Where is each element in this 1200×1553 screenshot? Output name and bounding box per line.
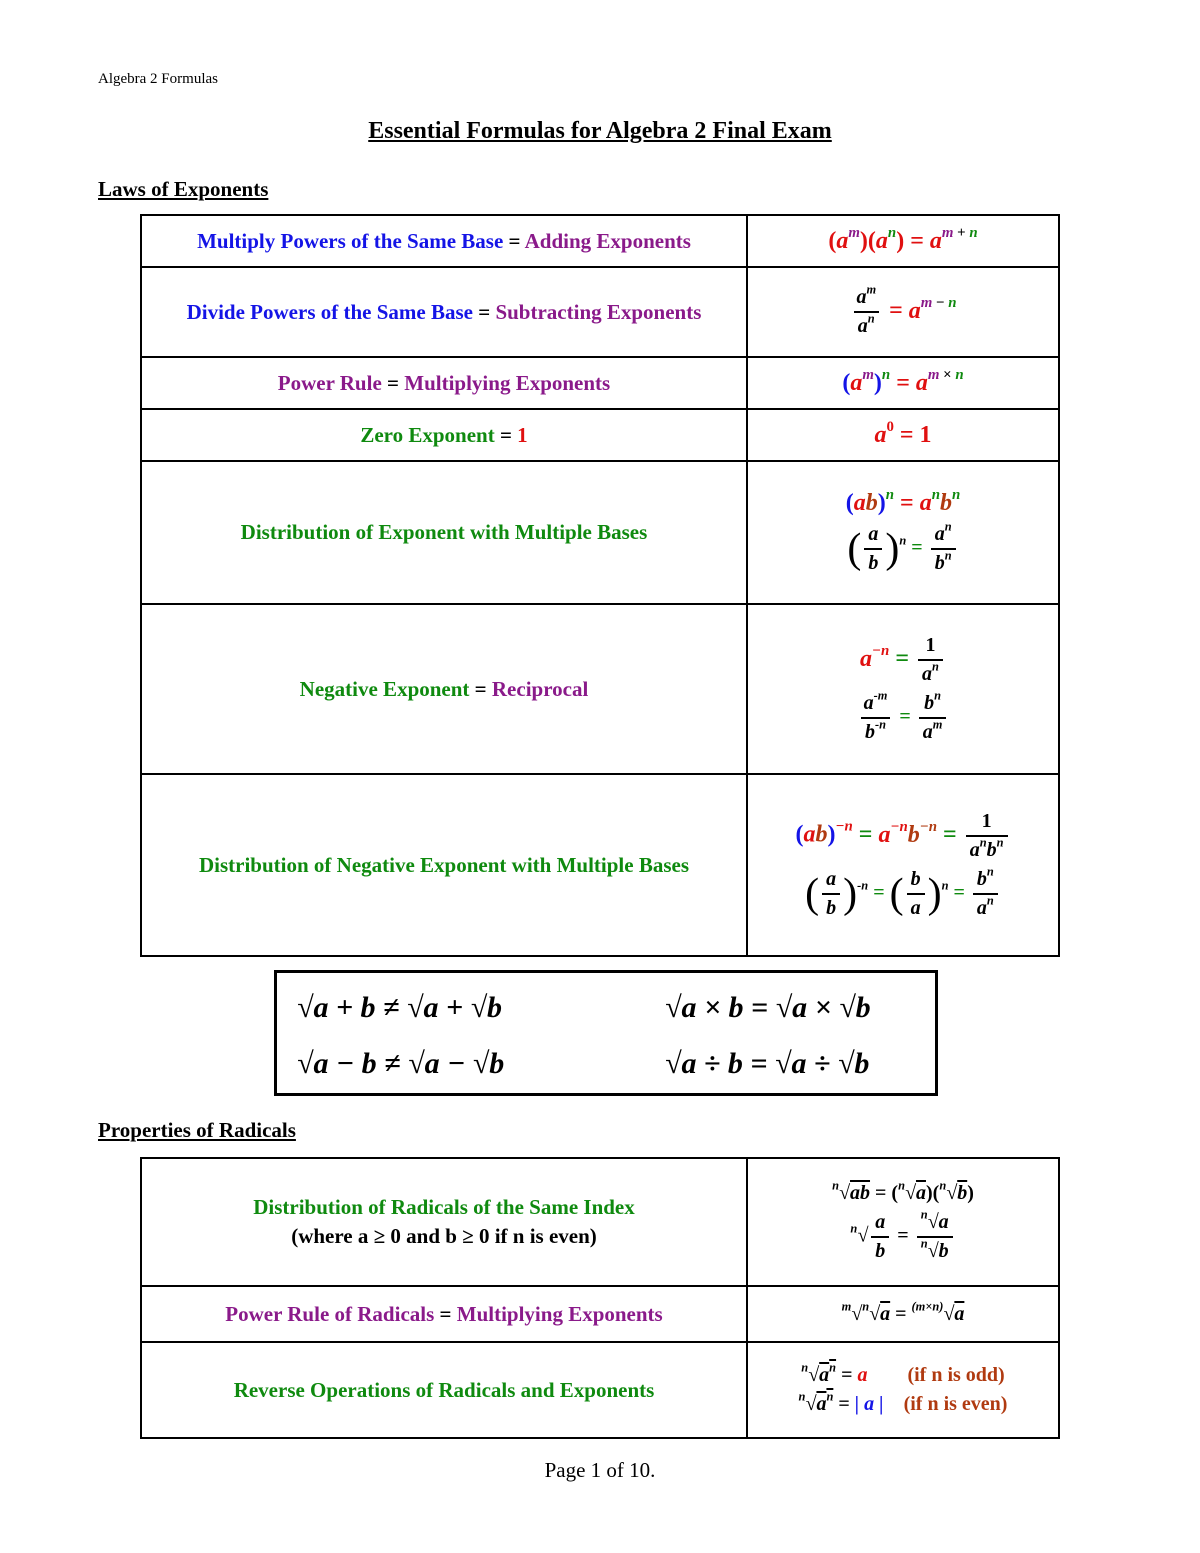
rule-equals: = xyxy=(474,676,487,701)
radical-row-power xyxy=(141,1286,1059,1342)
rule-meaning: 1 xyxy=(517,422,528,447)
rule-desc xyxy=(141,1158,747,1286)
rule-name: Distribution of Radicals of the Same Index xyxy=(253,1195,635,1219)
rule-row-zero xyxy=(141,409,1059,461)
rule-equals: = xyxy=(387,370,399,395)
rule-desc xyxy=(141,409,747,461)
radical-rule-product: √a × b = √a × √b xyxy=(665,991,871,1024)
rule-name: Divide Powers of the Same Base xyxy=(186,299,473,324)
document-title: Essential Formulas for Algebra 2 Final Exam xyxy=(368,118,832,144)
rule-equals: = xyxy=(478,299,491,324)
radical-row-reverse xyxy=(141,1342,1059,1438)
section-title-exponents: Laws of Exponents xyxy=(98,177,269,201)
rule-formula: $a^{-n}$ = $\frac{1}{a^n}$ $\frac{a^{-m}}{b^{-n}}$ = $\frac{b^n}{a^m}$ xyxy=(747,604,1059,774)
rule-meaning: Multiplying Exponents xyxy=(456,1301,663,1326)
rule-formula: $^n√a^n = a$ (if n is odd) $^n√a^n$ = | a | (if n is even) xyxy=(747,1342,1059,1438)
rule-meaning: Multiplying Exponents xyxy=(404,370,611,395)
rule-name: Distribution of Negative Exponent with Multiple Bases xyxy=(198,852,689,877)
radical-rules-box xyxy=(274,970,938,1096)
page-number: Page 1 of 10. xyxy=(544,1458,656,1482)
rule-row-distribution xyxy=(141,461,1059,604)
rule-meaning: Reciprocal xyxy=(491,676,589,701)
rule-row-power xyxy=(141,357,1059,409)
rule-desc xyxy=(141,604,747,774)
rule-formula: $^n$√ab = ($^n$√a)($^n$√b) $^n$√ $\frac{a}{b}$ = $\frac{^n√a}{^n√b}$ xyxy=(747,1158,1059,1286)
rule-desc xyxy=(141,215,747,267)
rule-desc xyxy=(141,774,747,956)
rule-meaning: Subtracting Exponents xyxy=(495,299,702,324)
rule-name: Multiply Powers of the Same Base xyxy=(197,228,504,253)
rule-meaning: Adding Exponents xyxy=(524,228,691,253)
odd-condition: (if n is odd) xyxy=(907,1364,1005,1386)
radical-rule-difference: √a − b ≠ √a − √b xyxy=(297,1047,505,1080)
rule-name: Reverse Operations of Radicals and Exponents xyxy=(233,1377,655,1402)
rule-formula: $^m$√$^n$√a = $^{(m\times n)}$√a xyxy=(747,1286,1059,1342)
rule-formula: $\frac{a^m}{a^n}$ = $a^{m - n}$ xyxy=(747,267,1059,357)
rule-name: Distribution of Exponent with Multiple Bases xyxy=(240,520,648,544)
rule-desc xyxy=(141,461,747,604)
rule-formula: $(ab)^{-n} = a^{-n}b^{-n}$ = $\frac{1}{a^nb^n}$ ( $\frac{a}{b}$ ) $^{-n}$ = ( $\frac{b}{a}$ ) $^n$ = $\frac{b^n}{a^n}$ xyxy=(747,774,1059,956)
rule-row-product xyxy=(141,215,1059,267)
exponent-laws-table xyxy=(140,214,1060,957)
rule-name: Power Rule xyxy=(277,370,382,395)
radical-properties-table xyxy=(140,1157,1060,1439)
rule-row-negative xyxy=(141,604,1059,774)
rule-name: Negative Exponent xyxy=(299,676,470,701)
radical-rule-quotient: √a ÷ b = √a ÷ √b xyxy=(665,1047,870,1080)
radical-row-distribution xyxy=(141,1158,1059,1286)
rule-formula: $a^0 = 1$ xyxy=(747,409,1059,461)
section-title-radicals: Properties of Radicals xyxy=(98,1118,296,1142)
even-condition: (if n is even) xyxy=(903,1393,1008,1415)
rule-formula: $(a^m)^n = a^{m \times n}$ xyxy=(747,357,1059,409)
rule-equals: = xyxy=(439,1301,452,1326)
rule-desc xyxy=(141,1286,747,1342)
rule-desc xyxy=(141,267,747,357)
rule-row-negative-distribution xyxy=(141,774,1059,956)
rule-formula: $(ab)^n = a^nb^n$ ( $\frac{a}{b}$ ) $^n$ = $\frac{a^n}{b^n}$ xyxy=(747,461,1059,604)
rule-name: Power Rule of Radicals xyxy=(225,1301,435,1326)
rule-equals: = xyxy=(508,228,521,253)
rule-row-quotient xyxy=(141,267,1059,357)
rule-equals: = xyxy=(499,422,512,447)
rule-name: Zero Exponent xyxy=(360,422,495,447)
rule-condition: (where a ≥ 0 and b ≥ 0 if n is even) xyxy=(291,1224,597,1248)
rule-formula: $(a^m)(a^n) = a^{m + n}$ xyxy=(747,215,1059,267)
radical-rule-sum: √a + b ≠ √a + √b xyxy=(297,991,503,1024)
rule-desc xyxy=(141,357,747,409)
running-header: Algebra 2 Formulas xyxy=(98,71,218,87)
rule-desc xyxy=(141,1342,747,1438)
